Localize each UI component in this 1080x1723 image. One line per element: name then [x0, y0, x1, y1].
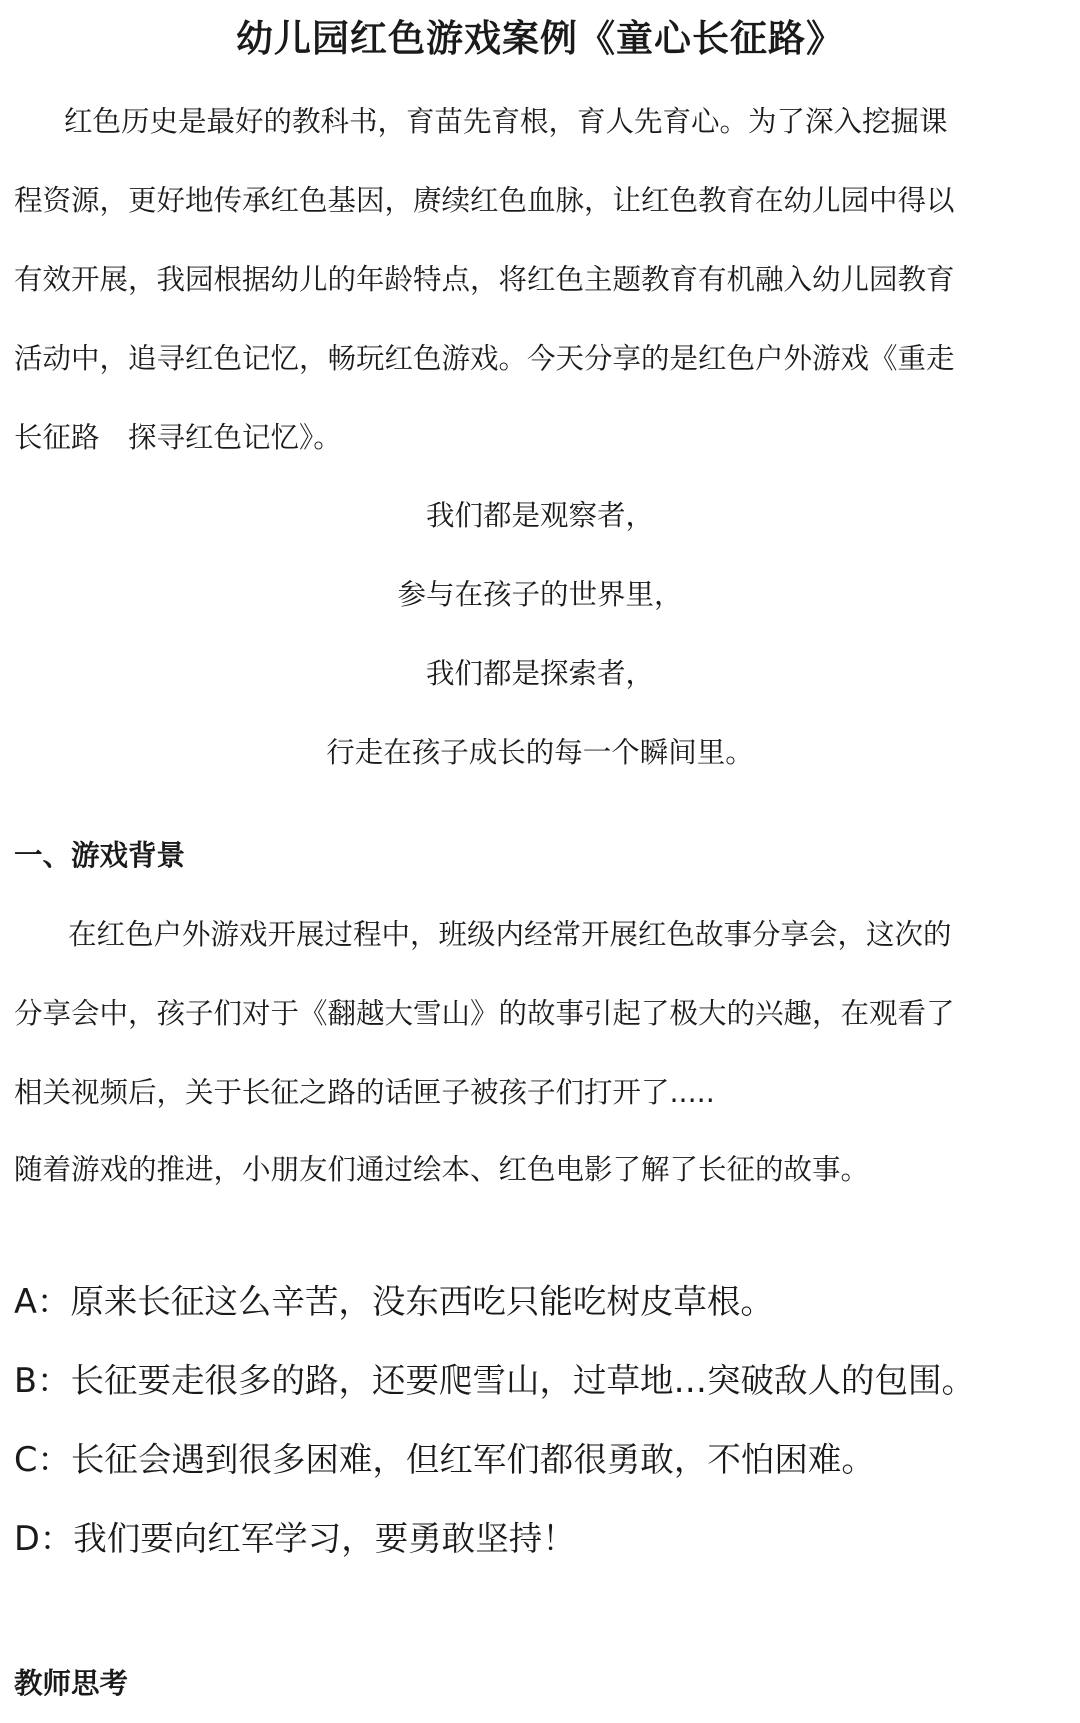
dialogue-line: B：长征要走很多的路，还要爬雪山，过草地…突破敌人的包围。 — [14, 1361, 975, 1400]
dialogue-line: A：原来长征这么辛苦，没东西吃只能吃树皮草根。 — [14, 1282, 774, 1321]
poem-line: 行走在孩子成长的每一个瞬间里。 — [326, 736, 754, 769]
poem-block — [0, 476, 1080, 792]
intro-paragraph — [14, 82, 1066, 477]
background-followup: 随着游戏的推进，小朋友们通过绘本、红色电影了解了长征的故事。 — [14, 1153, 870, 1186]
poem-line: 我们都是探索者， — [425, 657, 654, 690]
intro-line: 有效开展，我园根据幼儿的年龄特点，将红色主题教育有机融入幼儿园教育 — [14, 263, 955, 296]
poem-line: 我们都是观察者， — [425, 499, 654, 532]
background-line: 分享会中，孩子们对于《翻越大雪山》的故事引起了极大的兴趣，在观看了 — [14, 997, 955, 1030]
section-heading-background: 一、游戏背景 — [14, 839, 186, 872]
intro-line: 长征路 探寻红色记忆》。 — [14, 421, 342, 454]
article-title: 幼儿园红色游戏案例《童心长征路》 — [236, 17, 844, 60]
poem-line: 参与在孩子的世界里， — [397, 578, 683, 611]
dialogue-line: D：我们要向红军学习，要勇敢坚持！ — [14, 1519, 576, 1558]
background-paragraph — [14, 895, 1066, 1132]
section-heading-teacher-reflection: 教师思考 — [14, 1667, 129, 1700]
intro-line: 活动中，追寻红色记忆，畅玩红色游戏。今天分享的是红色户外游戏《重走 — [14, 342, 955, 375]
dialogue-line: C：长征会遇到很多困难，但红军们都很勇敢，不怕困难。 — [14, 1440, 875, 1479]
background-line: 在红色户外游戏开展过程中，班级内经常开展红色故事分享会，这次的 — [68, 918, 952, 951]
background-line: 相关视频后，关于长征之路的话匣子被孩子们打开了..... — [14, 1076, 715, 1109]
children-dialogue — [14, 1262, 975, 1578]
intro-line: 红色历史是最好的教科书，育苗先育根，育人先育心。为了深入挖掘课 — [64, 105, 948, 138]
intro-line: 程资源，更好地传承红色基因，赓续红色血脉，让红色教育在幼儿园中得以 — [14, 184, 955, 217]
